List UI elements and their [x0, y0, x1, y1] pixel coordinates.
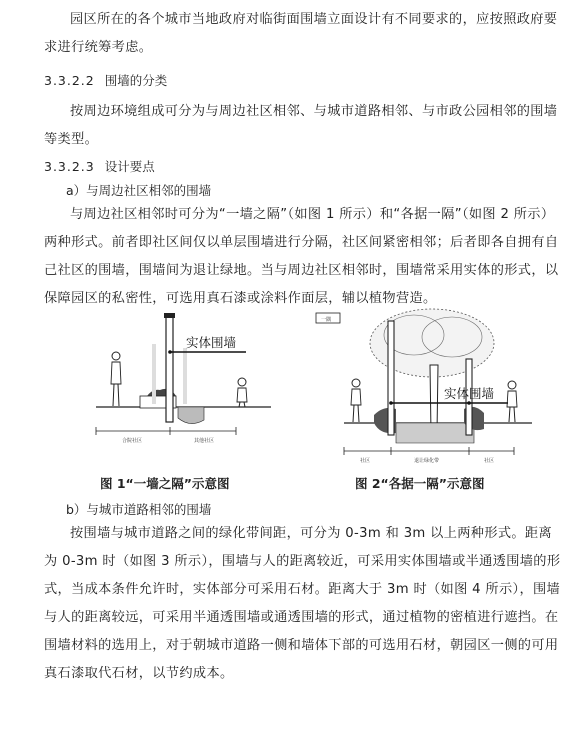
section-title: 围墙的分类 — [104, 73, 168, 88]
figure-2-caption: 图 2“各据一隔”示意图 — [355, 476, 485, 491]
figure-1-caption: 图 1“一墙之隔”示意图 — [100, 476, 230, 491]
section-title: 设计要点 — [104, 159, 155, 174]
subheading-a: a）与周边社区相邻的围墙 — [66, 183, 212, 198]
figure-2-zone-left: 社区 — [360, 458, 371, 464]
figure-2-label: 实体围墙 — [444, 386, 495, 401]
figure-1-label: 实体围墙 — [186, 335, 237, 350]
paragraph-road: 按围墙与城市道路之间的绿化带间距，可分为 0-3m 和 3m 以上两种形式。距离为 0-3m 时（如图 3 所示），围墙与人的距离较近，可采用实体围墙或半通透围墙的形式，当成本条件允许时，实体部分可采用石材。距离大于 3m 时（如图 4 所示），围墙与人的距离较远，可采用半通透围墙或通透围墙的形式，通过植物的密植进行遮挡。在围墙材料的选用上，对于朝城市道路一侧和墙体下部的可选用石材，朝园区一侧的可用真石漆取代石材，以节约成本。 — [44, 526, 561, 681]
figure-1-zone-left: 合院社区 — [122, 438, 143, 444]
section-heading-3322 — [44, 71, 167, 91]
section-number: 3.3.2.3 — [44, 159, 95, 174]
figure-1-diagram — [86, 310, 286, 460]
subheading-b: b）与城市道路相邻的围墙 — [66, 502, 212, 517]
figure-2-zone-middle: 退让绿化带 — [414, 458, 440, 464]
section-number: 3.3.2.2 — [44, 73, 95, 88]
paragraph-intro: 园区所在的各个城市当地政府对临街面围墙立面设计有不同要求的，应按照政府要求进行统筹考虑。 — [44, 12, 558, 55]
figure-2-diagram — [314, 305, 546, 465]
figure-2-zone-right: 社区 — [484, 458, 495, 464]
section-heading-3323 — [44, 157, 155, 177]
figure-1-zone-right: 其他社区 — [194, 438, 215, 444]
figure-2-tag: 一隅 — [321, 317, 332, 323]
paragraph-classification: 按周边环境组成可分为与周边社区相邻、与城市道路相邻、与市政公园相邻的围墙等类型。 — [44, 104, 558, 147]
paragraph-community: 与周边社区相邻时可分为“一墙之隔”（如图 1 所示）和“各据一隔”（如图 2 所示）两种形式。前者即社区间仅以单层围墙进行分隔，社区间紧密相邻；后者即各自拥有自己社区的围墙，围墙间为退让绿地。当与周边社区相邻时，围墙常采用实体的形式，以保障园区的私密性，可选用真石漆或涂料作面层，辅以植物营造。 — [44, 207, 559, 306]
